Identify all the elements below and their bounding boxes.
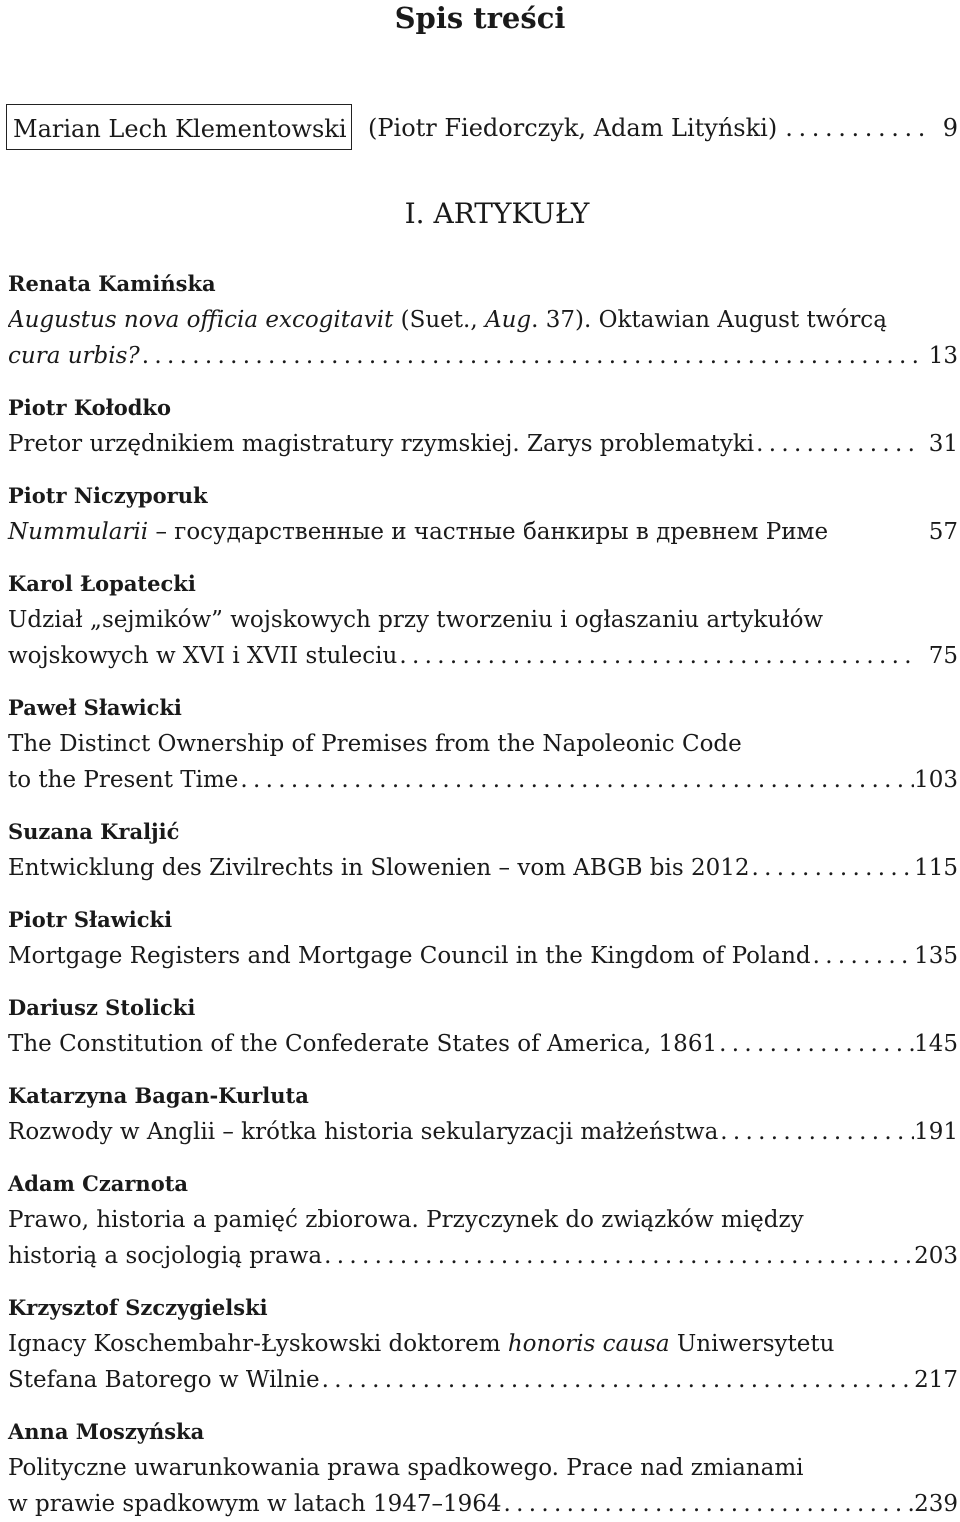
page-number: 103: [914, 767, 958, 793]
dot-leader: [777, 104, 928, 152]
page-number: 13: [928, 343, 958, 369]
boxed-honoree-name[interactable]: Marian Lech Klementowski: [6, 104, 352, 150]
title-text: Udział „sejmików” wojskowych przy tworzeniu i ogłaszaniu artykułów: [8, 607, 824, 633]
entry-author: Anna Moszyńska: [8, 1419, 205, 1444]
entry-final-line: [8, 1486, 958, 1522]
entry-title-line: [8, 302, 958, 338]
title-text: Mortgage Registers and Mortgage Council in the Kingdom of Poland: [8, 943, 811, 969]
entry-author: Piotr Sławicki: [8, 907, 173, 932]
dot-leader: [754, 426, 918, 462]
title-text: Entwicklung des Zivilrechts in Slowenien – vom ABGB bis 2012: [8, 855, 750, 881]
page-number: 145: [914, 1031, 958, 1057]
toc-entries: [8, 266, 958, 1522]
page-number: 9: [942, 114, 958, 142]
toc-entry[interactable]: [8, 266, 958, 374]
toc-entry[interactable]: [8, 478, 958, 550]
toc-entry[interactable]: [8, 1166, 958, 1274]
dot-leader: [502, 1486, 915, 1522]
title-text: Stefana Batorego w Wilnie: [8, 1367, 320, 1393]
title-text: The Distinct Ownership of Premises from the Napoleonic Code: [8, 731, 742, 757]
entry-final-line: [8, 1026, 958, 1062]
entry-final-line: [8, 1114, 958, 1150]
entry-author: Karol Łopatecki: [8, 571, 196, 596]
entry-author: Dariusz Stolicki: [8, 995, 196, 1020]
page-number: 31: [928, 431, 958, 457]
entry-author: Renata Kamińska: [8, 271, 216, 296]
title-text: Ignacy Koschembahr-Łyskowski doktorem: [8, 1331, 508, 1357]
entry-author: Suzana Kraljić: [8, 819, 180, 844]
dot-leader: [718, 1114, 914, 1150]
dot-leader: [717, 1026, 914, 1062]
toc-entry[interactable]: [8, 690, 958, 798]
page-number: 203: [914, 1243, 958, 1269]
entry-author: Paweł Sławicki: [8, 695, 182, 720]
dot-leader: [320, 1362, 915, 1398]
entry-author: Krzysztof Szczygielski: [8, 1295, 268, 1320]
title-italic: Augustus nova officia excogitavit: [8, 307, 394, 333]
toc-entry[interactable]: [8, 390, 958, 462]
entry-author: Piotr Niczyporuk: [8, 483, 208, 508]
title-text: . 37). Oktawian August twórcą: [531, 307, 887, 333]
entry-final-line: [8, 1238, 958, 1274]
toc-entry[interactable]: [8, 566, 958, 674]
entry-author: Piotr Kołodko: [8, 395, 171, 420]
toc-entry[interactable]: [8, 1078, 958, 1150]
entry-title-line: [8, 1326, 958, 1362]
entry-author: Adam Czarnota: [8, 1171, 189, 1196]
entry-final-line: [8, 762, 958, 798]
title-italic: Nummularii: [8, 519, 149, 545]
title-text: w prawie spadkowym w latach 1947–1964: [8, 1491, 502, 1517]
page-number: 115: [914, 855, 958, 881]
intro-entry[interactable]: [8, 104, 958, 152]
dot-leader: [811, 938, 914, 974]
page-number: 75: [928, 643, 958, 669]
title-italic: cura urbis?: [8, 343, 140, 369]
entry-author: Katarzyna Bagan-Kurluta: [8, 1083, 309, 1108]
title-text: – государственные и частные банкиры в древнем Риме: [148, 519, 829, 545]
title-text: Prawo, historia a pamięć zbiorowa. Przyczynek do związków między: [8, 1207, 804, 1233]
title-italic: Aug: [484, 307, 532, 333]
section-heading: I. ARTYKUŁY: [404, 197, 590, 230]
toc-entry[interactable]: [8, 1414, 958, 1522]
toc-entry[interactable]: [8, 814, 958, 886]
entry-final-line: [8, 938, 958, 974]
title-text: The Constitution of the Confederate States of America, 1861: [8, 1031, 718, 1057]
title-text: wojskowych w XVI i XVII stuleciu: [8, 643, 398, 669]
title-text: Pretor urzędnikiem magistratury rzymskiej. Zarys problematyki: [8, 431, 755, 457]
dot-leader: [322, 1238, 914, 1274]
page-number: 239: [914, 1491, 958, 1517]
page-number: 217: [914, 1367, 958, 1393]
entry-final-line: [8, 338, 958, 374]
entry-final-line: [8, 426, 958, 462]
page-number: 57: [928, 519, 958, 545]
toc-entry[interactable]: [8, 1290, 958, 1398]
dot-leader: [750, 850, 915, 886]
entry-final-line: [8, 850, 958, 886]
toc-entry[interactable]: [8, 902, 958, 974]
dot-leader: [140, 338, 918, 374]
entry-final-line: [8, 1362, 958, 1398]
title-text: historią a socjologią prawa: [8, 1243, 323, 1269]
title-italic: honoris causa: [507, 1331, 670, 1357]
intro-authors-line: [368, 104, 928, 152]
page-title: Spis treści: [394, 1, 566, 35]
entry-final-line: [8, 638, 958, 674]
intro-authors: (Piotr Fiedorczyk, Adam Lityński): [368, 114, 778, 142]
dot-leader: [397, 638, 918, 674]
title-text: Uniwersytetu: [669, 1331, 835, 1357]
toc-entry[interactable]: [8, 990, 958, 1062]
page-number: 191: [914, 1119, 958, 1145]
entry-final-line: [8, 514, 958, 550]
title-text: (Suet.,: [393, 307, 485, 333]
title-text: Polityczne uwarunkowania prawa spadkowego. Prace nad zmianami: [8, 1455, 804, 1481]
title-text: to the Present Time: [8, 767, 239, 793]
dot-leader: [238, 762, 914, 798]
title-text: Rozwody w Anglii – krótka historia sekularyzacji małżeństwa: [8, 1119, 719, 1145]
page-number: 135: [914, 943, 958, 969]
